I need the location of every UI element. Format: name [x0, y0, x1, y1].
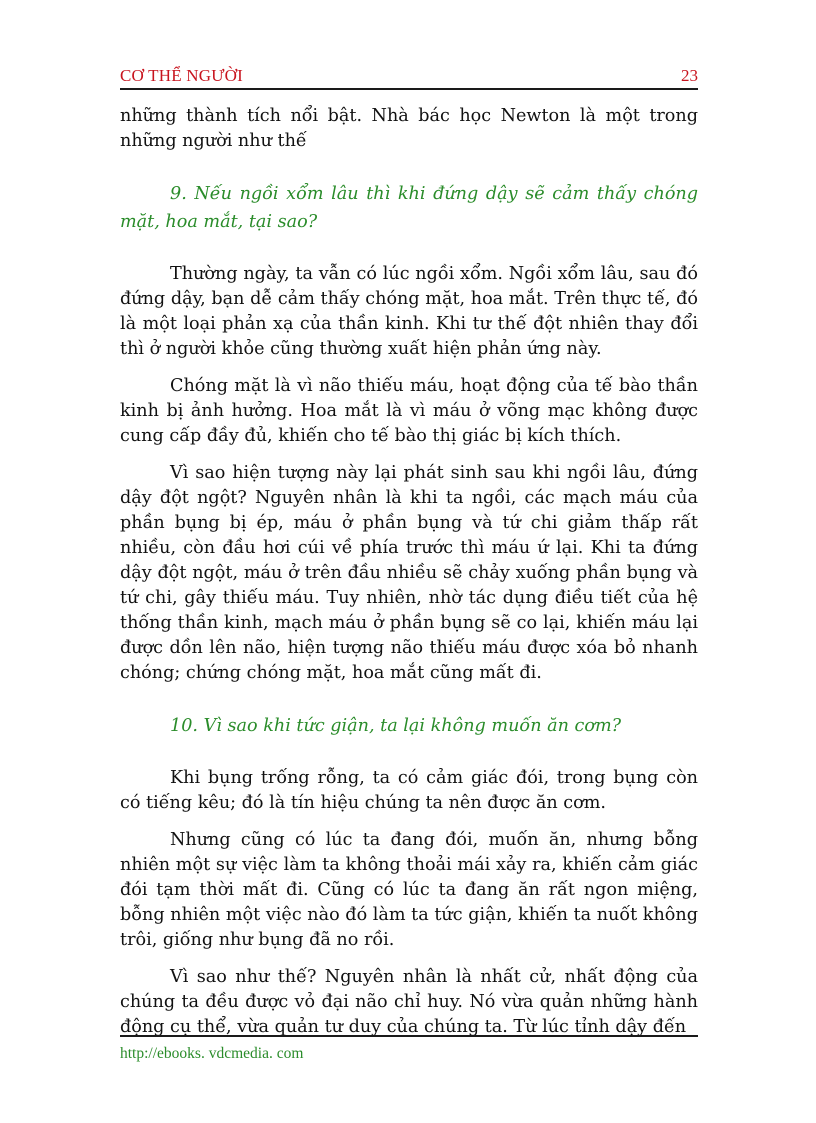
intro-paragraph: những thành tích nổi bật. Nhà bác học Newton là một trong những người như thế — [120, 106, 698, 151]
page-header — [120, 64, 698, 90]
footer-url: http://ebooks. vdcmedia. com — [120, 1045, 304, 1062]
page-footer — [120, 1035, 698, 1062]
page-number: 23 — [681, 66, 698, 85]
section-10-paragraph-2: Nhưng cũng có lúc ta đang đói, muốn ăn, nhưng bỗng nhiên một sự việc làm ta không thoải mái xảy ra, khiến cảm giác đói tạm thời mất đi. Cũng có lúc ta đang ăn rất ngon miệng, bỗng nhiên một việc nào đó làm ta tức giận, khiến ta nuốt không trôi, giống như bụng đã no rồi. — [120, 830, 698, 950]
section-10-paragraph-1: Khi bụng trống rỗng, ta có cảm giác đói, trong bụng còn có tiếng kêu; đó là tín hiệu chúng ta nên được ăn cơm. — [120, 768, 698, 813]
section-9-paragraph-2: Chóng mặt là vì não thiếu máu, hoạt động của tế bào thần kinh bị ảnh hưởng. Hoa mắt là vì máu ở võng mạc không được cung cấp đầy đủ, khiến cho tế bào thị giác bị kích thích. — [120, 376, 698, 446]
section-9-paragraph-1: Thường ngày, ta vẫn có lúc ngồi xổm. Ngồi xổm lâu, sau đó đứng dậy, bạn dễ cảm thấy chóng mặt, hoa mắt. Trên thực tế, đó là một loại phản xạ của thần kinh. Khi tư thế đột nhiên thay đổi thì ở người khỏe cũng thường xuất hiện phản ứng này. — [120, 264, 698, 359]
page-body — [120, 104, 698, 1040]
section-10-heading: 10. Vì sao khi tức giận, ta lại không muốn ăn cơm? — [170, 716, 622, 736]
section-9-paragraph-3: Vì sao hiện tượng này lại phát sinh sau khi ngồi lâu, đứng dậy đột ngột? Nguyên nhân là khi ta ngồi, các mạch máu của phần bụng bị ép, máu ở phần bụng và tứ chi giảm thấp rất nhiều, còn đầu hơi cúi về phía trước thì máu ứ lại. Khi ta đứng dậy đột ngột, máu ở trên đầu nhiều sẽ chảy xuống phần bụng và tứ chi, gây thiếu máu. Tuy nhiên, nhờ tác dụng điều tiết của hệ thống thần kinh, mạch máu ở phần bụng sẽ co lại, khiến máu lại được dồn lên não, hiện tượng não thiếu máu được xóa bỏ nhanh chóng; chứng chóng mặt, hoa mắt cũng mất đi. — [120, 463, 698, 683]
section-10-paragraph-3: Vì sao như thế? Nguyên nhân là nhất cử, nhất động của chúng ta đều được vỏ đại não chỉ huy. Nó vừa quản những hành động cụ thể, vừa quản tư duy của chúng ta. Từ lúc tỉnh dậy đến — [120, 967, 698, 1037]
section-9-heading: 9. Nếu ngồi xổm lâu thì khi đứng dậy sẽ cảm thấy chóng mặt, hoa mắt, tại sao? — [120, 184, 698, 232]
running-title: CƠ THỂ NGƯỜI — [120, 66, 243, 85]
